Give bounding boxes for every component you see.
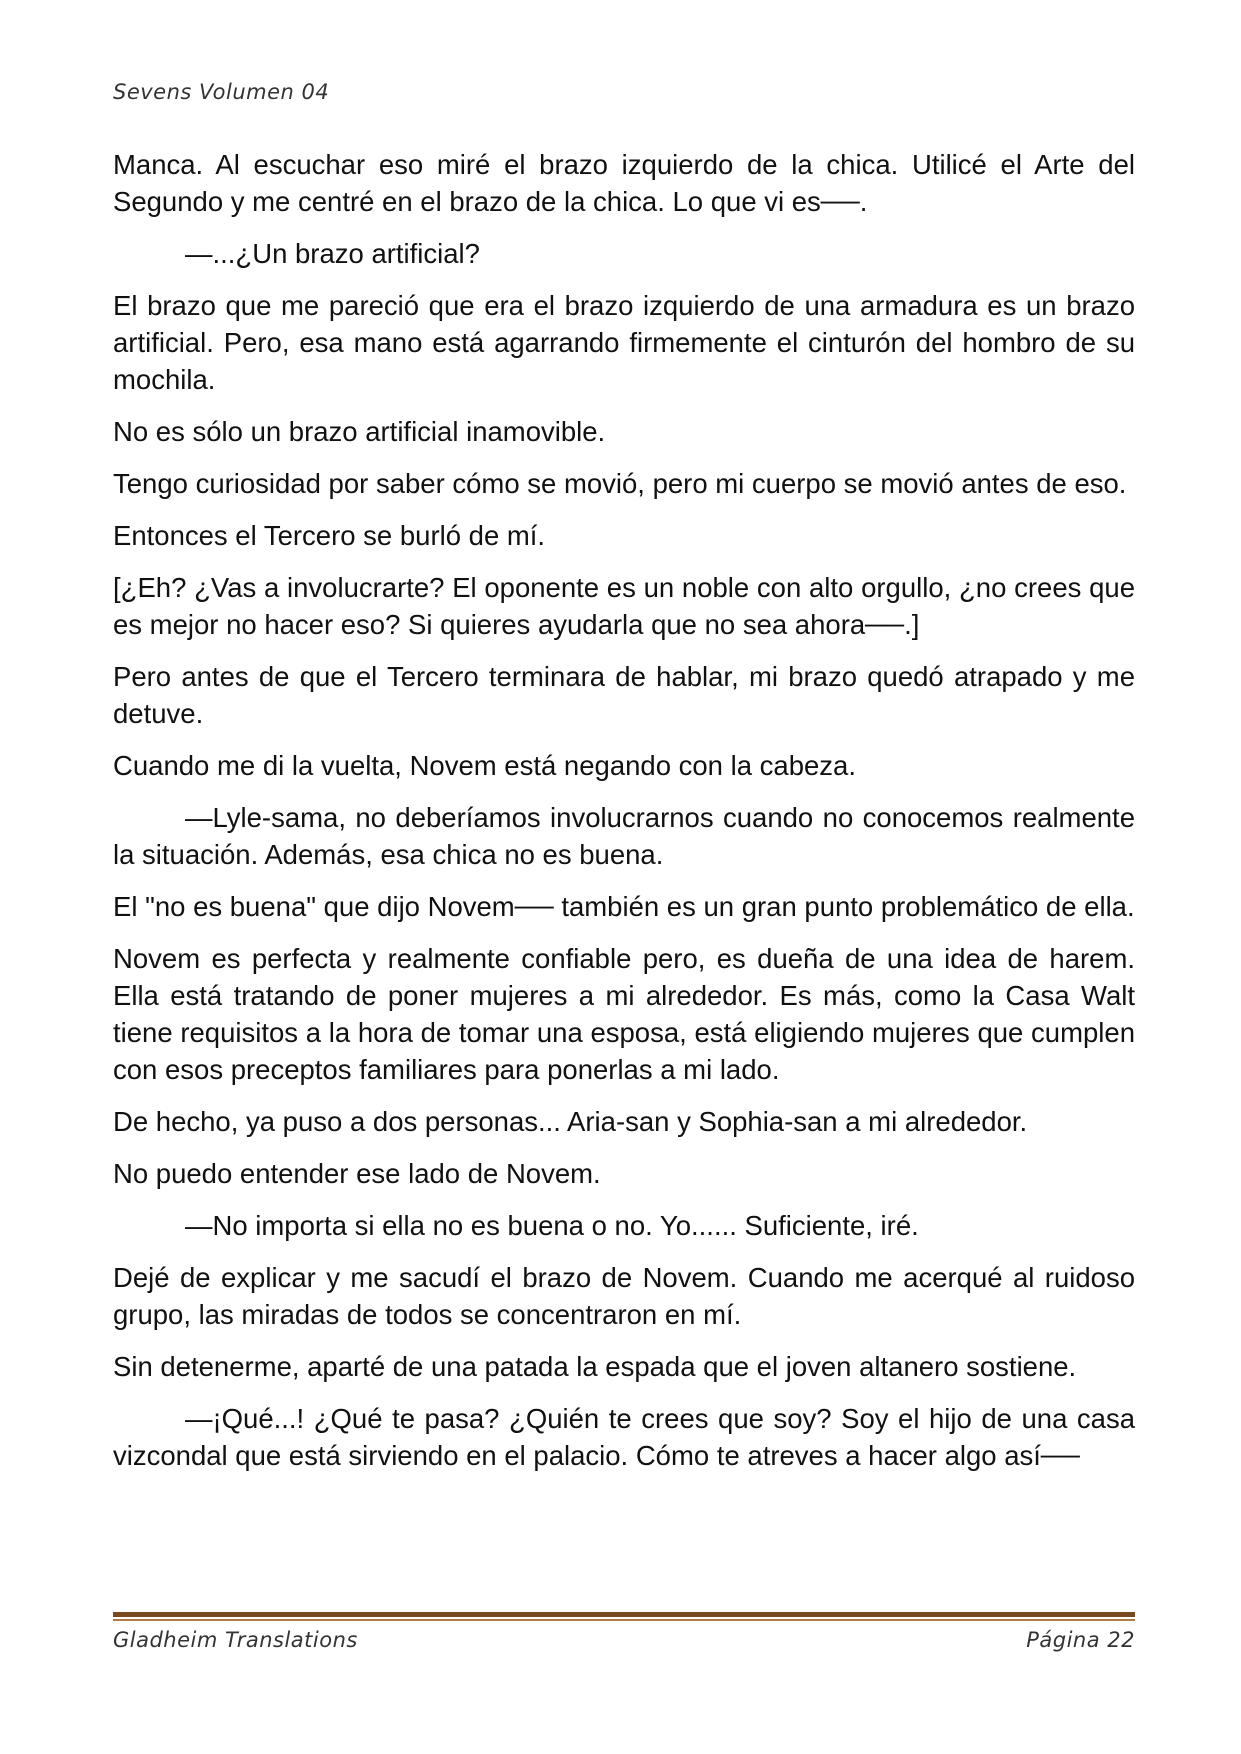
thought-paragraph: [¿Eh? ¿Vas a involucrarte? El oponente es un noble con alto orgullo, ¿no crees que es mejor no hacer eso? Si quieres ayudarla que no sea ahora──.] (113, 572, 1135, 640)
body-text (113, 146, 1135, 1489)
dialogue-paragraph: —¡Qué...! ¿Qué te pasa? ¿Quién te crees que soy? Soy el hijo de una casa vizcondal que está sirviendo en el palacio. Cómo te atreves a hacer algo así── (113, 1403, 1135, 1471)
footer-rule-thin (113, 1619, 1135, 1621)
dialogue-paragraph: —No importa si ella no es buena o no. Yo...... Suficiente, iré. (185, 1210, 919, 1241)
dialogue-paragraph: —...¿Un brazo artificial? (185, 238, 480, 269)
paragraph: Entonces el Tercero se burló de mí. (113, 520, 546, 551)
paragraph: El brazo que me pareció que era el brazo izquierdo de una armadura es un brazo artificial. Pero, esa mano está agarrando firmemente el cinturón del hombro de su mochila. (113, 290, 1135, 395)
page-header: Sevens Volumen 04 (113, 80, 330, 104)
paragraph: El "no es buena" que dijo Novem── también es un gran punto problemático de ella. (113, 891, 1135, 922)
paragraph: Tengo curiosidad por saber cómo se movió, pero mi cuerpo se movió antes de eso. (113, 468, 1127, 499)
paragraph: Dejé de explicar y me sacudí el brazo de Novem. Cuando me acerqué al ruidoso grupo, las miradas de todos se concentraron en mí. (113, 1262, 1135, 1330)
paragraph: Novem es perfecta y realmente confiable pero, es dueña de una idea de harem. Ella está tratando de poner mujeres a mi alrededor. Es más, como la Casa Walt tiene requisitos a la hora de tomar una esposa, está eligiendo mujeres que cumplen con esos preceptos familiares para ponerlas a mi lado. (113, 943, 1135, 1085)
footer-rule-thick (113, 1612, 1135, 1617)
page-footer (113, 1628, 1135, 1652)
footer-publisher: Gladheim Translations (113, 1628, 358, 1652)
paragraph: Cuando me di la vuelta, Novem está negando con la cabeza. (113, 750, 856, 781)
page-number: Página 22 (1026, 1628, 1135, 1652)
paragraph: Manca. Al escuchar eso miré el brazo izquierdo de la chica. Utilicé el Arte del Segundo y me centré en el brazo de la chica. Lo que vi es──. (113, 149, 1135, 217)
paragraph: No es sólo un brazo artificial inamovible. (113, 416, 606, 447)
paragraph: Pero antes de que el Tercero terminara de hablar, mi brazo quedó atrapado y me detuve. (113, 661, 1135, 729)
paragraph: De hecho, ya puso a dos personas... Aria-san y Sophia-san a mi alrededor. (113, 1106, 1028, 1137)
paragraph: No puedo entender ese lado de Novem. (113, 1158, 601, 1189)
dialogue-paragraph: —Lyle-sama, no deberíamos involucrarnos cuando no conocemos realmente la situación. Además, esa chica no es buena. (113, 802, 1135, 870)
paragraph: Sin detenerme, aparté de una patada la espada que el joven altanero sostiene. (113, 1351, 1077, 1382)
